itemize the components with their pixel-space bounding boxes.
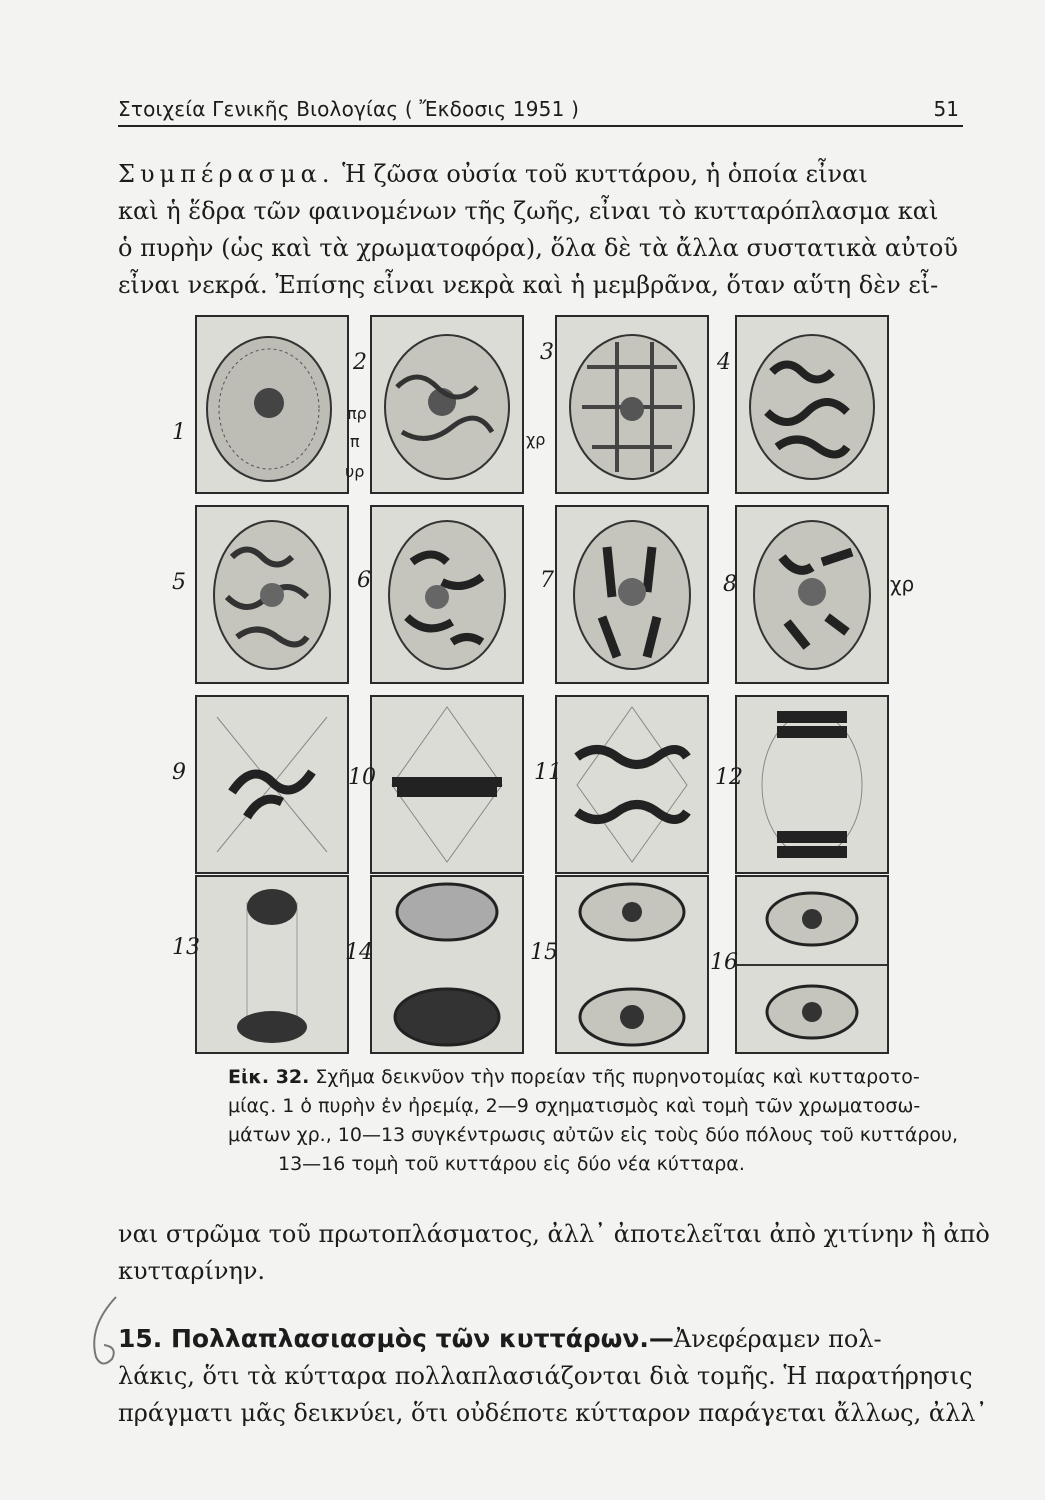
figure-panel <box>195 695 349 874</box>
text-line <box>118 1320 963 1358</box>
figure-panel <box>195 875 349 1054</box>
caption-line: μίας. 1 ὁ πυρὴν ἐν ἠρεμίᾳ, 2—9 σχηματισμὸς καὶ τομὴ τῶν χρωματοσω- <box>228 1095 921 1117</box>
panel-number: 11 <box>534 760 562 785</box>
figure-panel <box>555 315 709 494</box>
panel-number: 13 <box>172 935 200 960</box>
text-span: Ἀνεφέραμεν πολ- <box>673 1325 882 1353</box>
text-line: καὶ ἡ ἕδρα τῶν φαινομένων τῆς ζωῆς, εἶναι τὸ κυτταρόπλασμα καὶ <box>118 197 939 225</box>
text-line: ναι στρῶμα τοῦ πρωτοπλάσματος, ἀλλ᾽ ἀποτελεῖται ἀπὸ χιτίνην ἢ ἀπὸ <box>118 1220 990 1248</box>
section-15 <box>118 1320 988 1432</box>
page-number: 51 <box>933 97 959 121</box>
panel-number: 4 <box>717 350 731 375</box>
figure-panel <box>195 505 349 684</box>
panel-number: 5 <box>172 570 186 595</box>
caption-line: μάτων χρ., 10—13 συγκέντρωσις αὐτῶν εἰς τοὺς δύο πόλους τοῦ κυττάρου, <box>228 1124 959 1146</box>
figure-panel <box>735 695 889 874</box>
figure-panel <box>555 875 709 1054</box>
label-chr-8: χρ <box>890 572 915 596</box>
caption-line <box>228 1063 963 1092</box>
label-ur: υρ <box>345 462 365 481</box>
paragraph-continued <box>118 1216 990 1290</box>
panel-number: 2 <box>353 350 367 375</box>
label-chr: χρ <box>526 430 546 449</box>
panel-number: 3 <box>540 340 554 365</box>
text-line: κυτταρίνην. <box>118 1257 266 1285</box>
text-span: Σχῆμα δεικνῦον τὴν πορείαν τῆς πυρηνοτομίας καὶ κυτταροτο- <box>315 1066 920 1088</box>
label-pr: πρ <box>347 404 367 423</box>
figure-panel <box>735 315 889 494</box>
figure-32-mitosis <box>172 310 915 1058</box>
panel-number: 14 <box>345 940 373 965</box>
figure-panel <box>370 505 524 684</box>
paragraph-conclusion <box>118 156 963 304</box>
running-header <box>118 95 963 127</box>
section-heading: 15. Πολλαπλασιασμὸς τῶν κυττάρων.— <box>118 1324 674 1353</box>
figure-panel <box>555 505 709 684</box>
figure-panel <box>370 315 524 494</box>
figure-caption <box>228 1063 963 1179</box>
text-line: λάκις, ὅτι τὰ κύτταρα πολλαπλασιάζονται διὰ τομῆς. Ἡ παρατήρησις <box>118 1362 973 1390</box>
panel-number: 6 <box>357 568 371 593</box>
label-p: π <box>350 432 360 451</box>
figure-panel <box>370 695 524 874</box>
text-line <box>118 156 963 193</box>
panel-number: 12 <box>715 765 743 790</box>
figure-panel <box>735 505 889 684</box>
text-line: πράγματι μᾶς δεικνύει, ὅτι οὐδέποτε κύτταρον παράγεται ἄλλως, ἀλλ᾽ <box>118 1399 988 1427</box>
running-title: Στοιχεία Γενικῆς Βιολογίας ( Ἔκδοσις 1951 ) <box>118 97 580 121</box>
figure-panel <box>370 875 524 1054</box>
panel-number: 7 <box>540 568 554 593</box>
panel-number: 1 <box>172 420 186 445</box>
panel-number: 8 <box>723 572 737 597</box>
text-line: εἶναι νεκρά. Ἐπίσης εἶναι νεκρὰ καὶ ἡ μεμβρᾶνα, ὅταν αὕτη δὲν εἶ- <box>118 271 939 299</box>
lead-word: Συμπέρασμα. <box>118 160 335 188</box>
figure-panel <box>735 875 889 1054</box>
text-line: ὁ πυρὴν (ὡς καὶ τὰ χρωματοφόρα), ὅλα δὲ τὰ ἄλλα συστατικὰ αὐτοῦ <box>118 234 958 262</box>
figure-panel <box>555 695 709 874</box>
panel-number: 15 <box>530 940 558 965</box>
panel-number: 10 <box>348 765 376 790</box>
panel-number: 9 <box>172 760 186 785</box>
text-span: Ἡ ζῶσα οὐσία τοῦ κυττάρου, ἡ ὁποία εἶναι <box>342 160 868 188</box>
panel-number: 16 <box>710 950 738 975</box>
figure-number: Εἰκ. 32. <box>228 1066 310 1088</box>
figure-panel <box>195 315 349 494</box>
caption-line: 13—16 τομὴ τοῦ κυττάρου εἰς δύο νέα κύτταρα. <box>278 1153 745 1175</box>
